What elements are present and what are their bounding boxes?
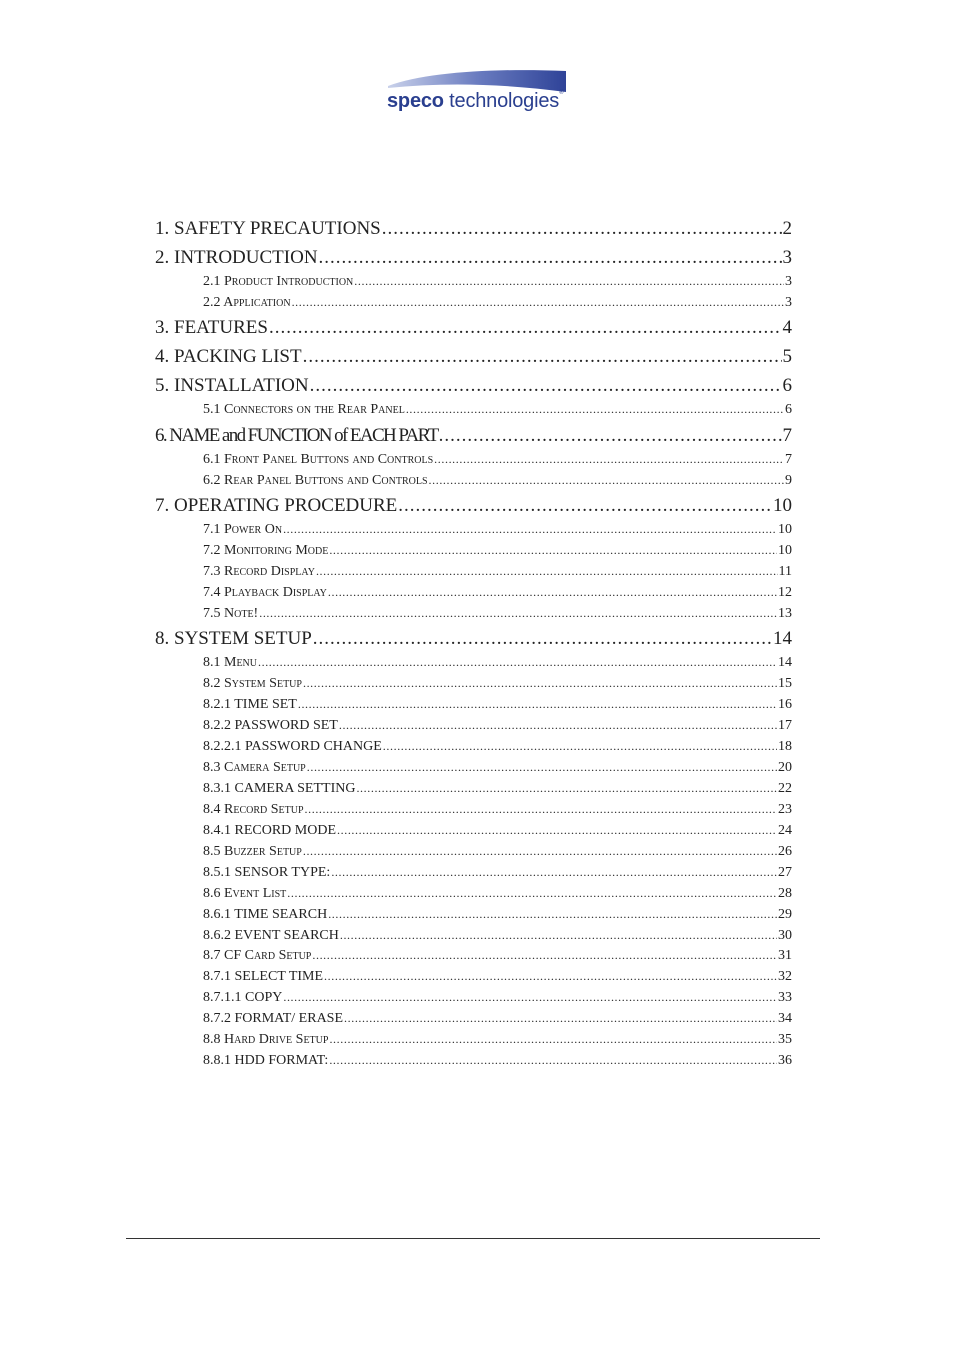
toc-entry-title: 8.4 Record Setup (203, 802, 304, 817)
toc-entry-title: 8.8 Hard Drive Setup (203, 1032, 329, 1047)
toc-dot-leader (303, 844, 777, 859)
toc-page-number: 34 (778, 1011, 792, 1026)
toc-dot-leader (383, 739, 777, 754)
toc-page-number: 3 (782, 247, 792, 268)
toc-entry-title: 8.5.1 SENSOR TYPE: (203, 865, 331, 880)
toc-page-number: 15 (778, 676, 792, 691)
toc-dot-leader (287, 886, 777, 901)
toc-page-number: 11 (778, 564, 792, 579)
toc-subsection-entry[interactable] (203, 718, 792, 737)
toc-entry-title: 6. NAME and FUNCTION of EACH PART (155, 425, 438, 446)
toc-page-number: 6 (782, 375, 792, 396)
toc-page-number: 9 (785, 473, 792, 488)
toc-subsection-entry[interactable] (203, 948, 792, 967)
toc-subsection-entry[interactable] (203, 676, 792, 695)
toc-subsection-entry[interactable] (203, 522, 792, 541)
toc-dot-leader (316, 564, 778, 579)
toc-entry-title: 8.6 Event List (203, 886, 287, 901)
toc-dot-leader (329, 543, 777, 558)
toc-entry-title: 5. INSTALLATION (155, 375, 309, 396)
toc-entry-title: 2. INTRODUCTION (155, 247, 318, 268)
logo-wordmark: speco technologies® (387, 90, 564, 112)
toc-dot-leader (398, 495, 772, 517)
toc-page-number: 23 (778, 802, 792, 817)
toc-section-entry[interactable] (155, 628, 792, 654)
toc-subsection-entry[interactable] (203, 402, 792, 421)
toc-entry-title: 7.2 Monitoring Mode (203, 543, 329, 558)
toc-subsection-entry[interactable] (203, 1011, 792, 1030)
toc-page-number: 20 (778, 760, 792, 775)
toc-page-number: 18 (778, 739, 792, 754)
toc-section-entry[interactable] (155, 247, 792, 273)
toc-dot-leader (337, 823, 777, 838)
toc-section-entry[interactable] (155, 495, 792, 521)
toc-entry-title: 7.1 Power On (203, 522, 283, 537)
toc-page-number: 10 (778, 522, 792, 537)
toc-subsection-entry[interactable] (203, 585, 792, 604)
toc-dot-leader (331, 865, 777, 880)
toc-page-number: 28 (778, 886, 792, 901)
toc-dot-leader (434, 452, 784, 467)
toc-dot-leader (313, 628, 772, 650)
toc-entry-title: 6.2 Rear Panel Buttons and Controls (203, 473, 428, 488)
toc-subsection-entry[interactable] (203, 844, 792, 863)
toc-page-number: 29 (778, 907, 792, 922)
toc-section-entry[interactable] (155, 425, 792, 451)
toc-subsection-entry[interactable] (203, 760, 792, 779)
toc-section-entry[interactable] (155, 218, 792, 244)
toc-subsection-entry[interactable] (203, 1032, 792, 1051)
toc-page-number: 14 (773, 628, 792, 649)
toc-entry-title: 2.1 Product Introduction (203, 274, 354, 289)
toc-dot-leader (312, 948, 777, 963)
toc-dot-leader (259, 606, 777, 621)
toc-entry-title: 8.4.1 RECORD MODE (203, 823, 337, 838)
toc-page-number: 13 (778, 606, 792, 621)
toc-dot-leader (303, 676, 777, 691)
toc-dot-leader (344, 1011, 777, 1026)
toc-subsection-entry[interactable] (203, 274, 792, 293)
toc-dot-leader (340, 928, 777, 943)
toc-page-number: 32 (778, 969, 792, 984)
toc-subsection-entry[interactable] (203, 606, 792, 625)
toc-dot-leader (319, 247, 782, 269)
toc-page-number: 7 (785, 452, 792, 467)
toc-entry-title: 3. FEATURES (155, 317, 268, 338)
toc-page-number: 17 (778, 718, 792, 733)
toc-entry-title: 5.1 Connectors on the Rear Panel (203, 402, 405, 417)
toc-entry-title: 8.2.2 PASSWORD SET (203, 718, 338, 733)
toc-entry-title: 8.7.2 FORMAT/ ERASE (203, 1011, 344, 1026)
toc-subsection-entry[interactable] (203, 295, 792, 314)
toc-page-number: 27 (778, 865, 792, 880)
toc-dot-leader (292, 295, 784, 310)
toc-dot-leader (354, 274, 784, 289)
toc-subsection-entry[interactable] (203, 823, 792, 842)
toc-page-number: 7 (782, 425, 792, 446)
toc-dot-leader (329, 1032, 777, 1047)
toc-dot-leader (283, 990, 777, 1005)
toc-entry-title: 8.3 Camera Setup (203, 760, 306, 775)
toc-page-number: 12 (778, 585, 792, 600)
toc-subsection-entry[interactable] (203, 781, 792, 800)
toc-page-number: 26 (778, 844, 792, 859)
footer-divider (126, 1238, 820, 1239)
toc-page-number: 22 (778, 781, 792, 796)
toc-entry-title: 8.6.2 EVENT SEARCH (203, 928, 339, 943)
toc-page-number: 4 (782, 317, 792, 338)
toc-dot-leader (307, 760, 777, 775)
toc-subsection-entry[interactable] (203, 928, 792, 947)
toc-subsection-entry[interactable] (203, 739, 792, 758)
toc-dot-leader (328, 907, 777, 922)
toc-dot-leader (310, 375, 782, 397)
toc-entry-title: 8.3.1 CAMERA SETTING (203, 781, 356, 796)
toc-entry-title: 8.2.2.1 PASSWORD CHANGE (203, 739, 382, 754)
toc-subsection-entry[interactable] (203, 802, 792, 821)
toc-subsection-entry[interactable] (203, 697, 792, 716)
toc-dot-leader (439, 425, 782, 447)
toc-subsection-entry[interactable] (203, 564, 792, 583)
toc-entry-title: 8.2.1 TIME SET (203, 697, 297, 712)
toc-page-number: 10 (778, 543, 792, 558)
toc-entry-title: 8.2 System Setup (203, 676, 302, 691)
toc-entry-title: 8.6.1 TIME SEARCH (203, 907, 328, 922)
toc-dot-leader (328, 585, 777, 600)
toc-subsection-entry[interactable] (203, 543, 792, 562)
toc-dot-leader (329, 1053, 777, 1068)
toc-entry-title: 8.5 Buzzer Setup (203, 844, 302, 859)
toc-entry-title: 7.3 Record Display (203, 564, 315, 579)
toc-page-number: 24 (778, 823, 792, 838)
toc-dot-leader (429, 473, 784, 488)
toc-entry-title: 7. OPERATING PROCEDURE (155, 495, 398, 516)
toc-page-number: 3 (785, 295, 792, 310)
toc-entry-title: 7.4 Playback Display (203, 585, 327, 600)
toc-subsection-entry[interactable] (203, 1053, 792, 1072)
toc-page-number: 10 (773, 495, 792, 516)
toc-dot-leader (356, 781, 777, 796)
toc-entry-title: 1. SAFETY PRECAUTIONS (155, 218, 381, 239)
toc-entry-title: 8.8.1 HDD FORMAT: (203, 1053, 329, 1068)
toc-page-number: 33 (778, 990, 792, 1005)
toc-subsection-entry[interactable] (203, 886, 792, 905)
toc-dot-leader (339, 718, 777, 733)
toc-entry-title: 2.2 Application (203, 295, 291, 310)
toc-section-entry[interactable] (155, 317, 792, 343)
toc-subsection-entry[interactable] (203, 907, 792, 926)
toc-subsection-entry[interactable] (203, 452, 792, 471)
toc-entry-title: 8. SYSTEM SETUP (155, 628, 312, 649)
toc-page-number: 3 (785, 274, 792, 289)
toc-subsection-entry[interactable] (203, 969, 792, 988)
toc-section-entry[interactable] (155, 346, 792, 372)
toc-subsection-entry[interactable] (203, 473, 792, 492)
toc-page-number: 36 (778, 1053, 792, 1068)
toc-page-number: 31 (778, 948, 792, 963)
toc-page-number: 35 (778, 1032, 792, 1047)
toc-entry-title: 6.1 Front Panel Buttons and Controls (203, 452, 434, 467)
toc-dot-leader (258, 655, 777, 670)
toc-page-number: 30 (778, 928, 792, 943)
toc-subsection-entry[interactable] (203, 990, 792, 1009)
toc-section-entry[interactable] (155, 375, 792, 401)
toc-entry-title: 8.7 CF Card Setup (203, 948, 312, 963)
toc-entry-title: 8.7.1 SELECT TIME (203, 969, 324, 984)
toc-entry-title: 7.5 Note! (203, 606, 259, 621)
toc-dot-leader (269, 317, 782, 339)
toc-page-number: 16 (778, 697, 792, 712)
toc-entry-title: 4. PACKING LIST (155, 346, 302, 367)
toc-entry-title: 8.7.1.1 COPY (203, 990, 283, 1005)
toc-page-number: 14 (778, 655, 792, 670)
toc-dot-leader (303, 346, 782, 368)
toc-dot-leader (382, 218, 782, 240)
toc-page-number: 2 (782, 218, 792, 239)
toc-subsection-entry[interactable] (203, 655, 792, 674)
toc-dot-leader (305, 802, 777, 817)
toc-dot-leader (324, 969, 777, 984)
toc-dot-leader (406, 402, 784, 417)
toc-page-number: 6 (785, 402, 792, 417)
toc-dot-leader (298, 697, 777, 712)
toc-dot-leader (283, 522, 777, 537)
toc-page-number: 5 (782, 346, 792, 367)
toc-subsection-entry[interactable] (203, 865, 792, 884)
toc-entry-title: 8.1 Menu (203, 655, 257, 670)
